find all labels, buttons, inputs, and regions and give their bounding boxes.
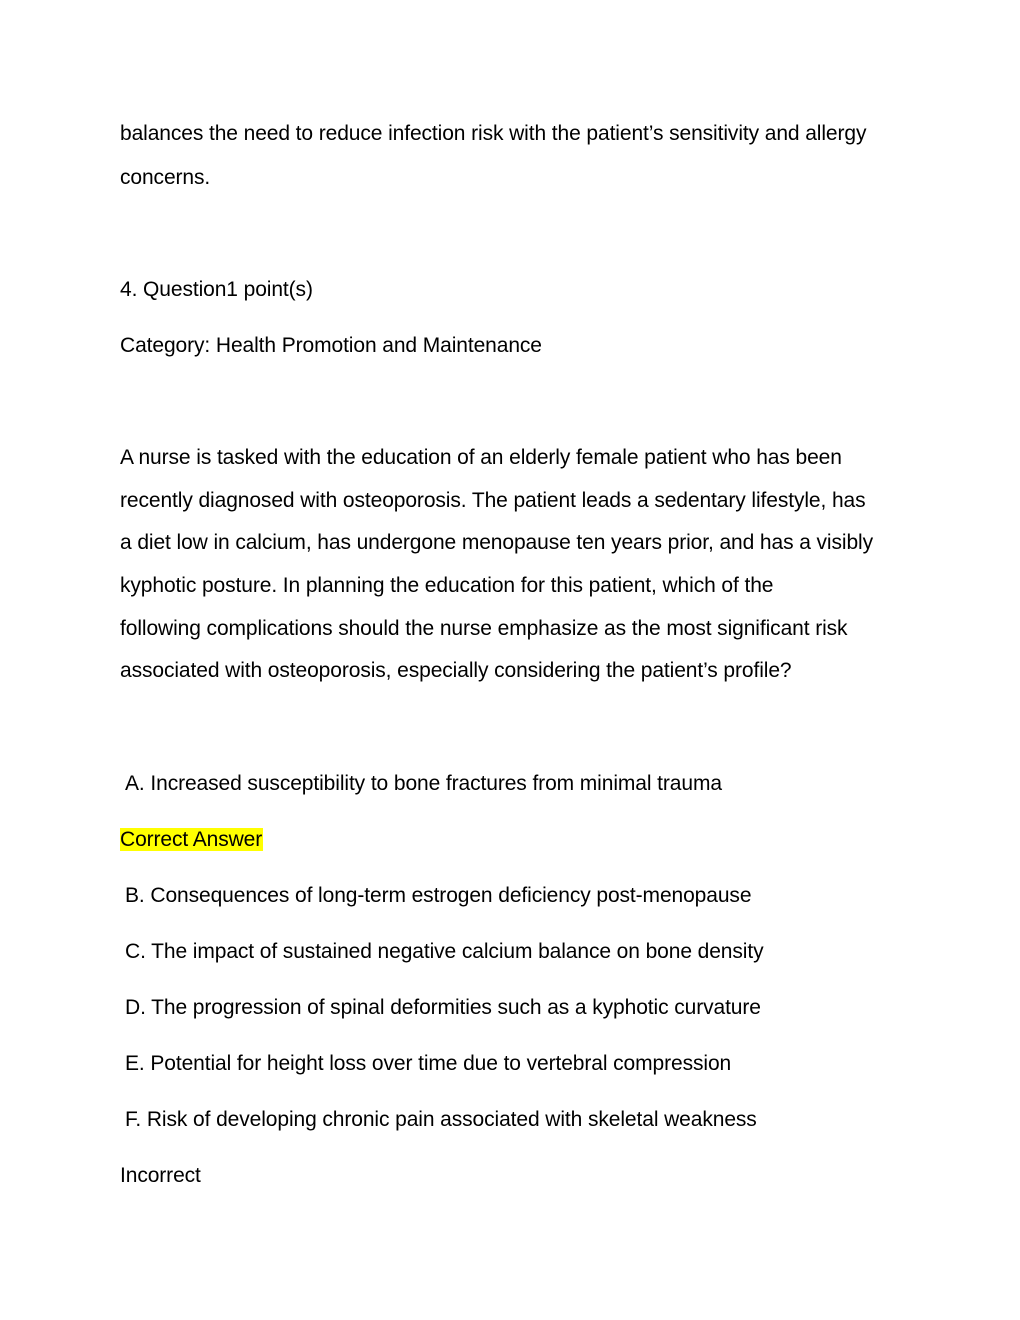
question-stem-line-2: recently diagnosed with osteoporosis. The patient leads a sedentary lifestyle, has xyxy=(120,489,866,512)
correct-answer-highlight: Correct Answer xyxy=(120,828,263,851)
option-b: B. Consequences of long-term estrogen deficiency post-menopause xyxy=(125,884,752,907)
option-f: F. Risk of developing chronic pain associated with skeletal weakness xyxy=(125,1108,757,1131)
intro-line-1: balances the need to reduce infection risk with the patient’s sensitivity and allergy xyxy=(120,122,867,145)
option-c: C. The impact of sustained negative calcium balance on bone density xyxy=(125,940,764,963)
question-stem-line-4: kyphotic posture. In planning the education for this patient, which of the xyxy=(120,574,774,597)
question-header: 4. Question1 point(s) xyxy=(120,278,313,301)
question-category: Category: Health Promotion and Maintenance xyxy=(120,334,542,357)
option-e: E. Potential for height loss over time due to vertebral compression xyxy=(125,1052,732,1075)
question-stem-line-1: A nurse is tasked with the education of an elderly female patient who has been xyxy=(120,446,842,469)
result-label: Incorrect xyxy=(120,1164,201,1187)
question-stem-line-3: a diet low in calcium, has undergone menopause ten years prior, and has a visibly xyxy=(120,531,874,554)
option-a: A. Increased susceptibility to bone fractures from minimal trauma xyxy=(125,772,722,795)
intro-line-2: concerns. xyxy=(120,166,211,189)
correct-answer-label xyxy=(120,826,263,854)
question-stem-line-6: associated with osteoporosis, especially considering the patient’s profile? xyxy=(120,659,792,682)
question-stem-line-5: following complications should the nurse emphasize as the most significant risk xyxy=(120,617,848,640)
option-d: D. The progression of spinal deformities such as a kyphotic curvature xyxy=(125,996,761,1019)
